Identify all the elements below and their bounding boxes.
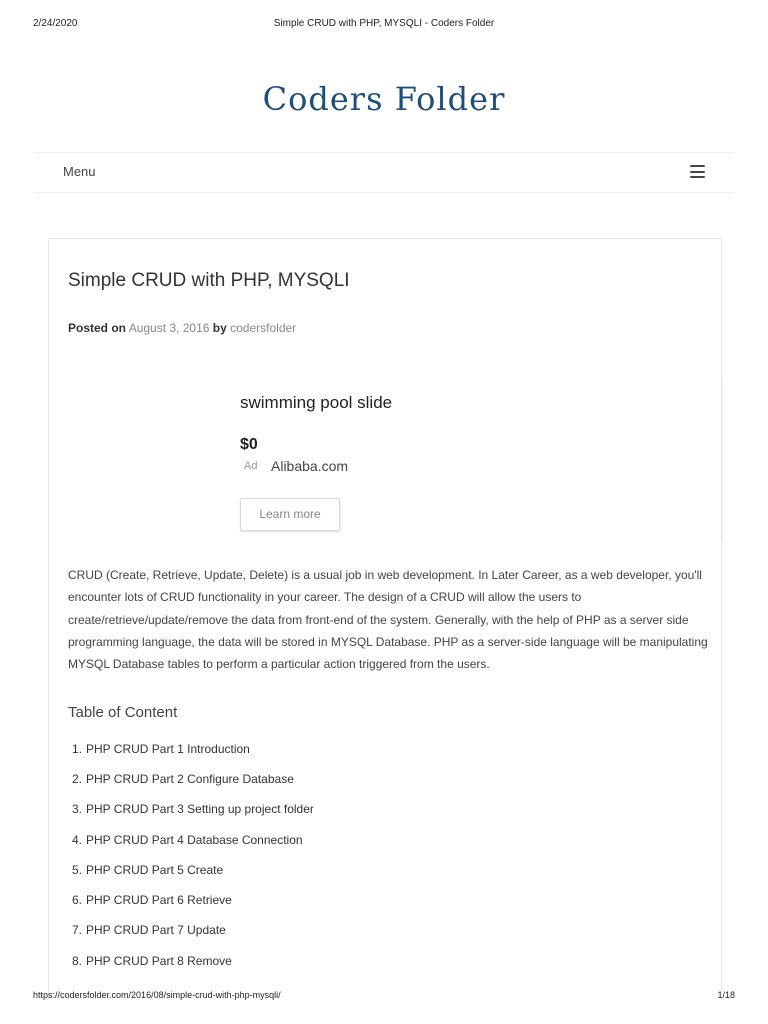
toc-item[interactable]: 8. PHP CRUD Part 8 Remove [72, 954, 232, 968]
ad-divider [722, 382, 723, 542]
toc-item[interactable]: 3. PHP CRUD Part 3 Setting up project folder [72, 802, 314, 816]
ad-source[interactable]: Alibaba.com [271, 458, 349, 474]
hamburger-icon[interactable] [690, 165, 705, 178]
print-header [33, 18, 735, 32]
toc-item[interactable]: 6. PHP CRUD Part 6 Retrieve [72, 893, 232, 907]
post-date-link[interactable]: August 3, 2016 [128, 321, 210, 335]
ad-tag: Ad [244, 460, 258, 472]
ad-price: $0 [240, 436, 258, 453]
ad-title[interactable]: swimming pool slide [240, 393, 393, 412]
print-date: 2/24/2020 [33, 18, 78, 29]
toc-item[interactable]: 5. PHP CRUD Part 5 Create [72, 863, 224, 877]
nav-menu-bar [35, 152, 733, 193]
learn-more-button[interactable]: Learn more [240, 498, 340, 531]
toc-item[interactable]: 7. PHP CRUD Part 7 Update [72, 923, 226, 937]
intro-paragraph: CRUD (Create, Retrieve, Update, Delete) is a usual job in web development. In Later Career, as a web developer, you'll encounter lots of CRUD functionality in your career. The design of a CRUD will allow the users to create/retrieve/update/remove the data from front-end of the system. Generally, with the help of PHP as a server side programming language, the data will be stored in MYSQL Database. PHP as a server-side language will be manipulating MYSQL Database tables to perform a particular action triggered from the users. [68, 568, 708, 672]
toc-item[interactable]: 1. PHP CRUD Part 1 Introduction [72, 742, 250, 756]
toc-item-label[interactable]: PHP CRUD Part 7 Update [86, 923, 226, 937]
toc-item[interactable]: 2. PHP CRUD Part 2 Configure Database [72, 772, 294, 786]
posted-on-label: Posted on [68, 321, 127, 335]
print-document-title: Simple CRUD with PHP, MYSQLI - Coders Folder [273, 18, 495, 29]
toc-item-label[interactable]: PHP CRUD Part 4 Database Connection [86, 833, 303, 847]
by-label: by [212, 321, 227, 335]
print-page-number: 1/18 [717, 990, 735, 1000]
toc-item-label[interactable]: PHP CRUD Part 8 Remove [86, 954, 232, 968]
toc-heading: Table of Content [68, 704, 178, 721]
toc-item-label[interactable]: PHP CRUD Part 1 Introduction [86, 742, 250, 756]
post-title: Simple CRUD with PHP, MYSQLI [68, 270, 350, 291]
print-footer [33, 990, 735, 1002]
toc-item[interactable]: 4. PHP CRUD Part 4 Database Connection [72, 833, 303, 847]
toc-item-label[interactable]: PHP CRUD Part 3 Setting up project folder [86, 802, 314, 816]
post-meta [68, 321, 296, 335]
toc-item-label[interactable]: PHP CRUD Part 6 Retrieve [86, 893, 232, 907]
print-url: https://codersfolder.com/2016/08/simple-crud-with-php-mysqli/ [33, 990, 281, 1000]
toc-item-label[interactable]: PHP CRUD Part 5 Create [86, 863, 224, 877]
toc-item-label[interactable]: PHP CRUD Part 2 Configure Database [86, 772, 294, 786]
menu-label[interactable]: Menu [63, 164, 96, 179]
site-title[interactable]: Coders Folder [262, 80, 506, 118]
ad-container [68, 382, 723, 544]
author-link[interactable]: codersfolder [230, 321, 297, 335]
